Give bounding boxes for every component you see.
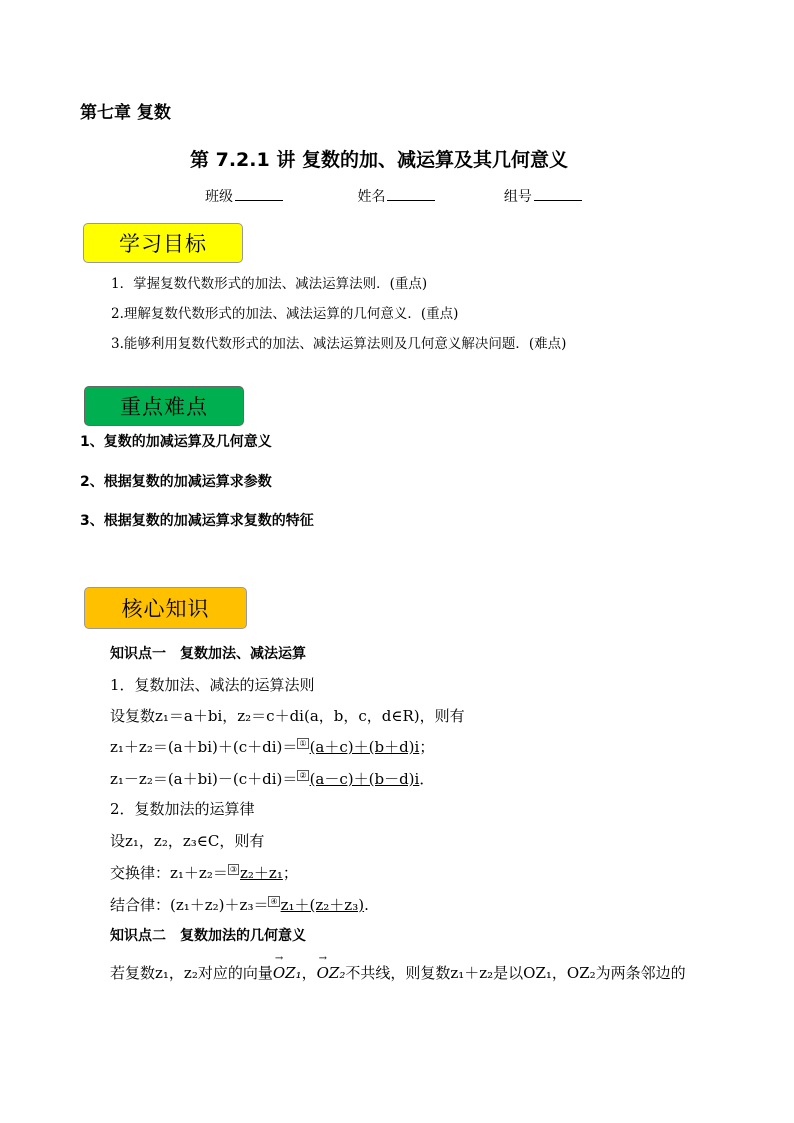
blank-number-2: ② bbox=[299, 771, 307, 780]
law-setup: 设z₁，z₂，z₃∈C，则有 bbox=[110, 832, 265, 850]
addition-rule: z₁＋z₂＝(a＋bi)＋(c＋di)＝ ① (a＋c)＋(b＋d)i； bbox=[110, 738, 435, 756]
key-item: 2、根据复数的加减运算求参数 bbox=[80, 474, 272, 490]
addition-answer: (a＋c)＋(b＋d)i bbox=[309, 738, 420, 756]
goals-badge: 学习目标 bbox=[83, 223, 243, 263]
chapter-heading: 第七章 复数 bbox=[80, 103, 171, 123]
rule-title: 1．复数加法、减法的运算法则 bbox=[110, 676, 315, 694]
associative-law: 结合律：(z₁＋z₂)＋z₃＝ ④ z₁＋(z₂＋z₃). bbox=[110, 896, 369, 914]
vector-oz2: → OZ₂ bbox=[317, 964, 346, 982]
goal-item: 3.能够利用复数代数形式的加法、减法运算法则及几何意义解决问题．(难点) bbox=[111, 336, 567, 352]
geometric-meaning: 若复数z₁，z₂对应的向量→ OZ₁，→ OZ₂不共线，则复数z₁＋z₂是以OZ₁，OZ₂为两条邻边的 bbox=[110, 962, 686, 983]
page-title: 第 7.2.1 讲 复数的加、减运算及其几何意义 bbox=[190, 149, 568, 171]
key-item: 1、复数的加减运算及几何意义 bbox=[80, 434, 272, 450]
student-info-row bbox=[205, 186, 582, 206]
class-field[interactable]: 班级 bbox=[205, 189, 283, 205]
knowledge-point-1-title: 知识点一 复数加法、减法运算 bbox=[110, 646, 306, 662]
rule-setup: 设复数z₁＝a＋bi，z₂＝c＋di(a，b，c，d∈R)，则有 bbox=[110, 707, 465, 725]
associative-answer: z₁＋(z₂＋z₃) bbox=[280, 896, 365, 914]
knowledge-point-2-title: 知识点二 复数加法的几何意义 bbox=[110, 928, 306, 944]
name-field[interactable]: 姓名 bbox=[357, 189, 435, 205]
vector-oz1: → OZ₁ bbox=[273, 964, 302, 982]
core-knowledge-badge: 核心知识 bbox=[84, 587, 247, 629]
group-field[interactable]: 组号 bbox=[504, 189, 582, 205]
subtraction-rule: z₁－z₂＝(a＋bi)－(c＋di)＝ ② (a－c)＋(b－d)i． bbox=[110, 770, 435, 788]
goal-item: 2.理解复数代数形式的加法、减法运算的几何意义．(重点) bbox=[111, 306, 459, 322]
law-title: 2．复数加法的运算律 bbox=[110, 800, 255, 818]
blank-number-3: ③ bbox=[229, 865, 238, 874]
blank-number-1: ① bbox=[299, 739, 307, 748]
goal-item: 1．掌握复数代数形式的加法、减法运算法则．(重点) bbox=[111, 276, 428, 292]
key-item: 3、根据复数的加减运算求复数的特征 bbox=[80, 513, 314, 529]
key-points-badge: 重点难点 bbox=[84, 386, 244, 426]
blank-number-4: ④ bbox=[270, 897, 278, 906]
commutative-law: 交换律：z₁＋z₂＝ ③ z₂＋z₁； bbox=[110, 864, 298, 882]
commutative-answer: z₂＋z₁ bbox=[240, 864, 283, 882]
subtraction-answer: (a－c)＋(b－d)i bbox=[309, 770, 420, 788]
